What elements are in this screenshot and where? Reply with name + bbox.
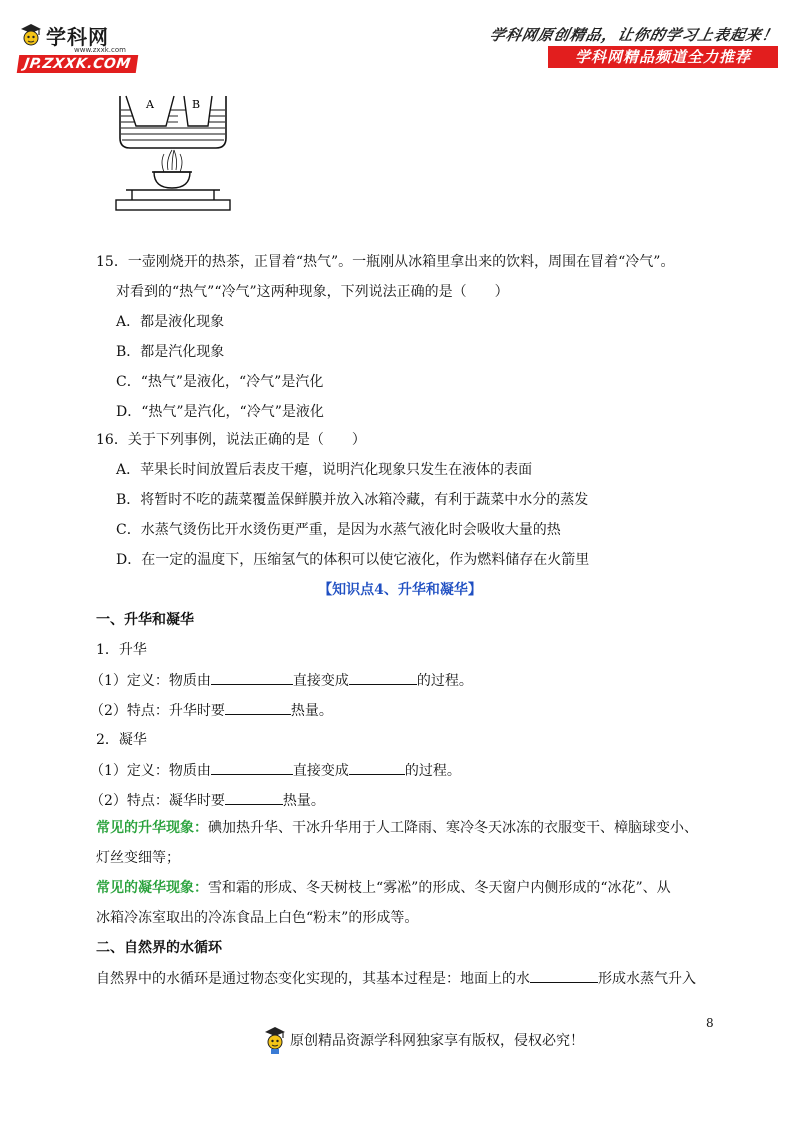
sublimation-feature: （2）特点：升华时要 热量。	[90, 700, 333, 721]
question-16-option-a[interactable]: A．苹果长时间放置后表皮干瘪，说明汽化现象只发生在液体的表面	[116, 462, 533, 478]
blank-3[interactable]	[225, 700, 291, 715]
deposition-feature: （2）特点：凝华时要 热量。	[90, 790, 325, 811]
question-15-stem: 15．一壶刚烧开的热茶，正冒着“热气”。一瓶刚从冰箱里拿出来的饮料，周围在冒着“冷气”。	[96, 254, 675, 270]
question-15-option-a[interactable]: A．都是液化现象	[116, 314, 225, 330]
question-16-option-d[interactable]: D．在一定的温度下，压缩氢气的体积可以使它液化，作为燃料储存在火箭里	[116, 552, 590, 568]
knowledge-point-title: 【知识点4、升华和凝华】	[318, 582, 482, 598]
page-number: 8	[706, 1016, 714, 1030]
header-slogan: 学科网原创精品，让你的学习上表起来！	[487, 26, 780, 44]
section-1-heading: 一、升华和凝华	[96, 612, 194, 628]
footer	[262, 1023, 584, 1057]
logo-url-badge: JP.ZXXK.COM	[17, 55, 138, 73]
blank-5[interactable]	[349, 760, 405, 775]
logo-text: 学科网	[46, 24, 109, 49]
question-15-option-b[interactable]: B．都是汽化现象	[116, 344, 225, 360]
sublimation-definition: （1）定义：物质由 直接变成 的过程。	[90, 670, 473, 691]
question-15-option-d[interactable]: D．“热气”是汽化，“冷气”是液化	[116, 404, 324, 420]
site-logo[interactable]	[18, 22, 168, 72]
question-16-stem: 16．关于下列事例，说法正确的是（ ）	[96, 432, 366, 448]
section-2-heading: 二、自然界的水循环	[96, 940, 222, 956]
blank-1[interactable]	[211, 670, 293, 685]
header-banner: 学科网精品频道全力推荐	[548, 46, 778, 68]
common-deposition-line-1: 常见的凝华现象：雪和霜的形成、冬天树枝上“雾凇”的形成、冬天窗户内侧形成的“冰花”、从	[96, 880, 671, 896]
water-cycle-text: 自然界中的水循环是通过物态变化实现的，其基本过程是：地面上的水 形成水蒸气升入	[96, 968, 696, 989]
common-sublimation-line-2: 灯丝变细等；	[96, 850, 180, 866]
heating-apparatus-figure	[108, 92, 238, 222]
blank-4[interactable]	[211, 760, 293, 775]
blank-2[interactable]	[349, 670, 417, 685]
deposition-definition: （1）定义：物质由 直接变成 的过程。	[90, 760, 461, 781]
common-sublimation-line-1: 常见的升华现象：碘加热升华、干冰升华用于人工降雨、寒冷冬天冰冻的衣服变干、樟脑球变小、	[96, 820, 698, 836]
mascot-icon	[18, 22, 44, 48]
logo-small-url: www.zxxk.com	[74, 46, 126, 54]
blank-6[interactable]	[225, 790, 283, 805]
blank-7[interactable]	[530, 968, 598, 983]
mascot-icon	[262, 1025, 288, 1055]
common-deposition-line-2: 冰箱冷冻室取出的冷冻食品上白色“粉末”的形成等。	[96, 910, 419, 926]
deposition-heading: 2．凝华	[96, 732, 147, 748]
question-15-stem-cont: 对看到的“热气”“冷气”这两种现象，下列说法正确的是（ ）	[116, 284, 509, 300]
sublimation-heading: 1．升华	[96, 642, 147, 658]
label-b: B	[192, 98, 201, 111]
label-a: A	[146, 98, 154, 111]
footer-text: 原创精品资源学科网独家享有版权，侵权必究！	[290, 1033, 584, 1049]
question-16-option-b[interactable]: B．将暂时不吃的蔬菜覆盖保鲜膜并放入冰箱冷藏，有利于蔬菜中水分的蒸发	[116, 492, 589, 508]
question-15-option-c[interactable]: C．“热气”是液化，“冷气”是汽化	[116, 374, 324, 390]
question-16-option-c[interactable]: C．水蒸气烫伤比开水烫伤更严重，是因为水蒸气液化时会吸收大量的热	[116, 522, 561, 538]
